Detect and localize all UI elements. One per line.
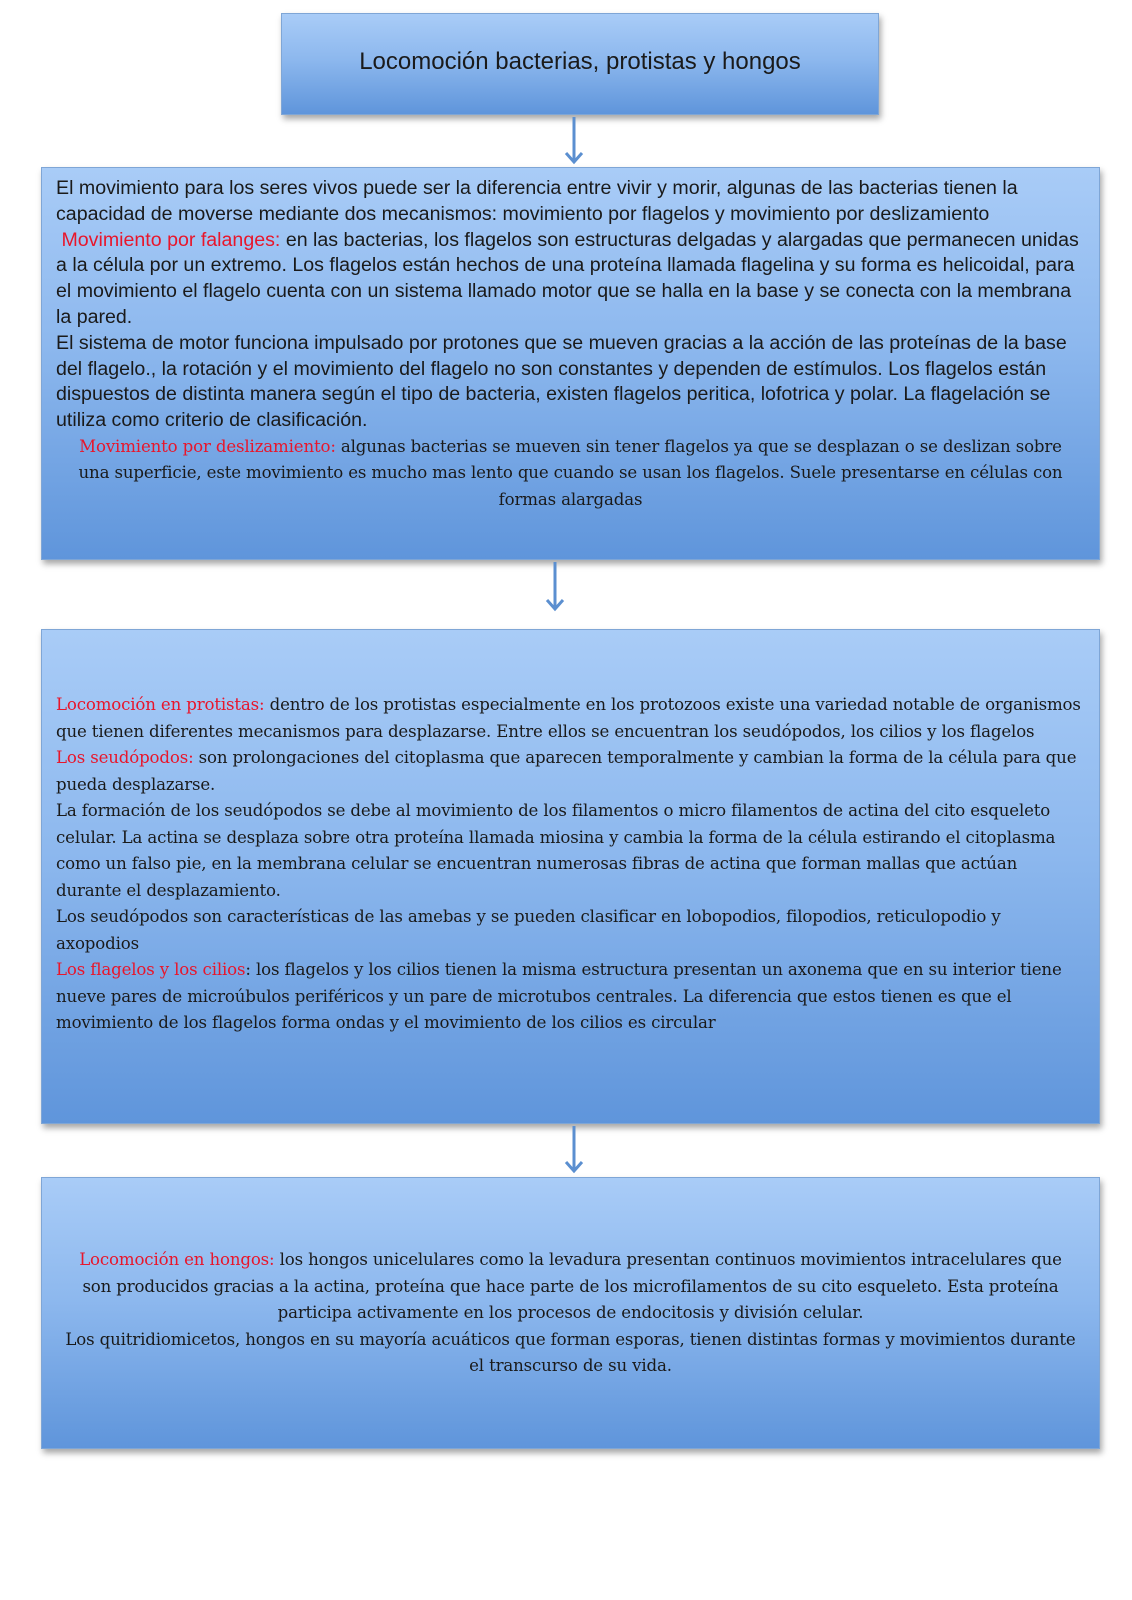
deslizamiento-paragraph bbox=[56, 434, 1085, 514]
protistas-label: Locomoción en protistas: bbox=[56, 695, 265, 714]
title-box bbox=[281, 13, 879, 115]
falanges-label: Movimiento por falanges: bbox=[61, 228, 281, 251]
hongos-text: los hongos unicelulares como la levadura presentan continuos movimientos intracelulares que son producidos gracias a la actina, proteína que hace parte de los microfilamentos de su cito esqueleto. Esta proteína participa activamente en los procesos de endocitosis y división celular. bbox=[82, 1250, 1062, 1322]
arrow-down-icon bbox=[564, 117, 584, 167]
diagram-title: Locomoción bacterias, protistas y hongos bbox=[359, 48, 801, 75]
protistas-box bbox=[41, 629, 1100, 1124]
bacterias-intro: El movimiento para los seres vivos puede ser la diferencia entre vivir y morir, algunas de las bacterias tienen la capacidad de moverse mediante dos mecanismos: movimiento por flagelos y movimiento por deslizamiento bbox=[56, 177, 1018, 225]
hongos-label: Locomoción en hongos: bbox=[79, 1250, 275, 1269]
motor-paragraph: El sistema de motor funciona impulsado por protones que se mueven gracias a la acción de las proteínas de la base del flagelo., la rotación y el movimiento del flagelo no son constantes y dependen de estímulos. Los flagelos están dispuestos de distinta manera según el tipo de bacteria, existen flagelos peritica, lofotrica y polar. La flagelación se utiliza como criterio de clasificación. bbox=[56, 331, 1067, 432]
quitridiomicetos-paragraph: Los quitridiomicetos, hongos en su mayoría acuáticos que forman esporas, tienen distintas formas y movimientos durante el transcurso de su vida. bbox=[65, 1329, 1076, 1375]
deslizamiento-label: Movimiento por deslizamiento: bbox=[79, 436, 336, 456]
hongos-box bbox=[41, 1177, 1100, 1449]
formacion-paragraph: La formación de los seudópodos se debe al movimiento de los filamentos o micro filamentos de actina del cito esqueleto celular. La actina se desplaza sobre otra proteína llamada miosina y cambia la forma de la célula estirando el citoplasma como un falso pie, en la membrana celular se encuentran numerosas fibras de actina que forman mallas que actúan durante el desplazamiento. bbox=[56, 801, 1056, 900]
falanges-paragraph bbox=[56, 228, 1085, 331]
bacterias-box bbox=[41, 167, 1100, 560]
seudopodos-text: son prolongaciones del citoplasma que aparecen temporalmente y cambian la forma de la célula para que pueda desplazarse. bbox=[56, 748, 1077, 794]
flagelos-paragraph bbox=[56, 957, 1087, 1037]
hongos-paragraph bbox=[64, 1247, 1077, 1327]
deslizamiento-text: algunas bacterias se mueven sin tener flagelos ya que se desplazan o se deslizan sobre una superficie, este movimiento es mucho mas lento que cuando se usan los flagelos. Suele presentarse en células con formas alargadas bbox=[78, 436, 1063, 509]
flagelos-text: : los flagelos y los cilios tienen la misma estructura presentan un axonema que en su interior tiene nueve pares de microúbulos periféricos y un pare de microtubos centrales. La diferencia que estos tienen es que el movimiento de los flagelos forma ondas y el movimiento de los cilios es circular bbox=[56, 960, 1062, 1032]
protistas-paragraph bbox=[56, 692, 1087, 745]
arrow-down-icon bbox=[564, 1126, 584, 1176]
arrow-down-icon bbox=[545, 562, 565, 614]
falanges-text: en las bacterias, los flagelos son estructuras delgadas y alargadas que permanecen unidas a la célula por un extremo. Los flagelos están hechos de una proteína llamada flagelina y su forma es helicoidal, para el movimiento el flagelo cuenta con un sistema llamado motor que se halla en la base y se conecta con la membrana la pared. bbox=[56, 228, 1079, 328]
protistas-text: dentro de los protistas especialmente en los protozoos existe una variedad notable de organismos que tienen diferentes mecanismos para desplazarse. Entre ellos se encuentran los seudópodos, los cilios y los flagelos bbox=[56, 695, 1081, 741]
seudopodos-label: Los seudópodos: bbox=[56, 748, 194, 767]
seudopodos-paragraph bbox=[56, 745, 1087, 798]
amebas-paragraph: Los seudópodos son características de las amebas y se pueden clasificar en lobopodios, filopodios, reticulopodio y axopodios bbox=[56, 907, 1001, 953]
flagelos-label: Los flagelos y los cilios bbox=[56, 960, 246, 979]
